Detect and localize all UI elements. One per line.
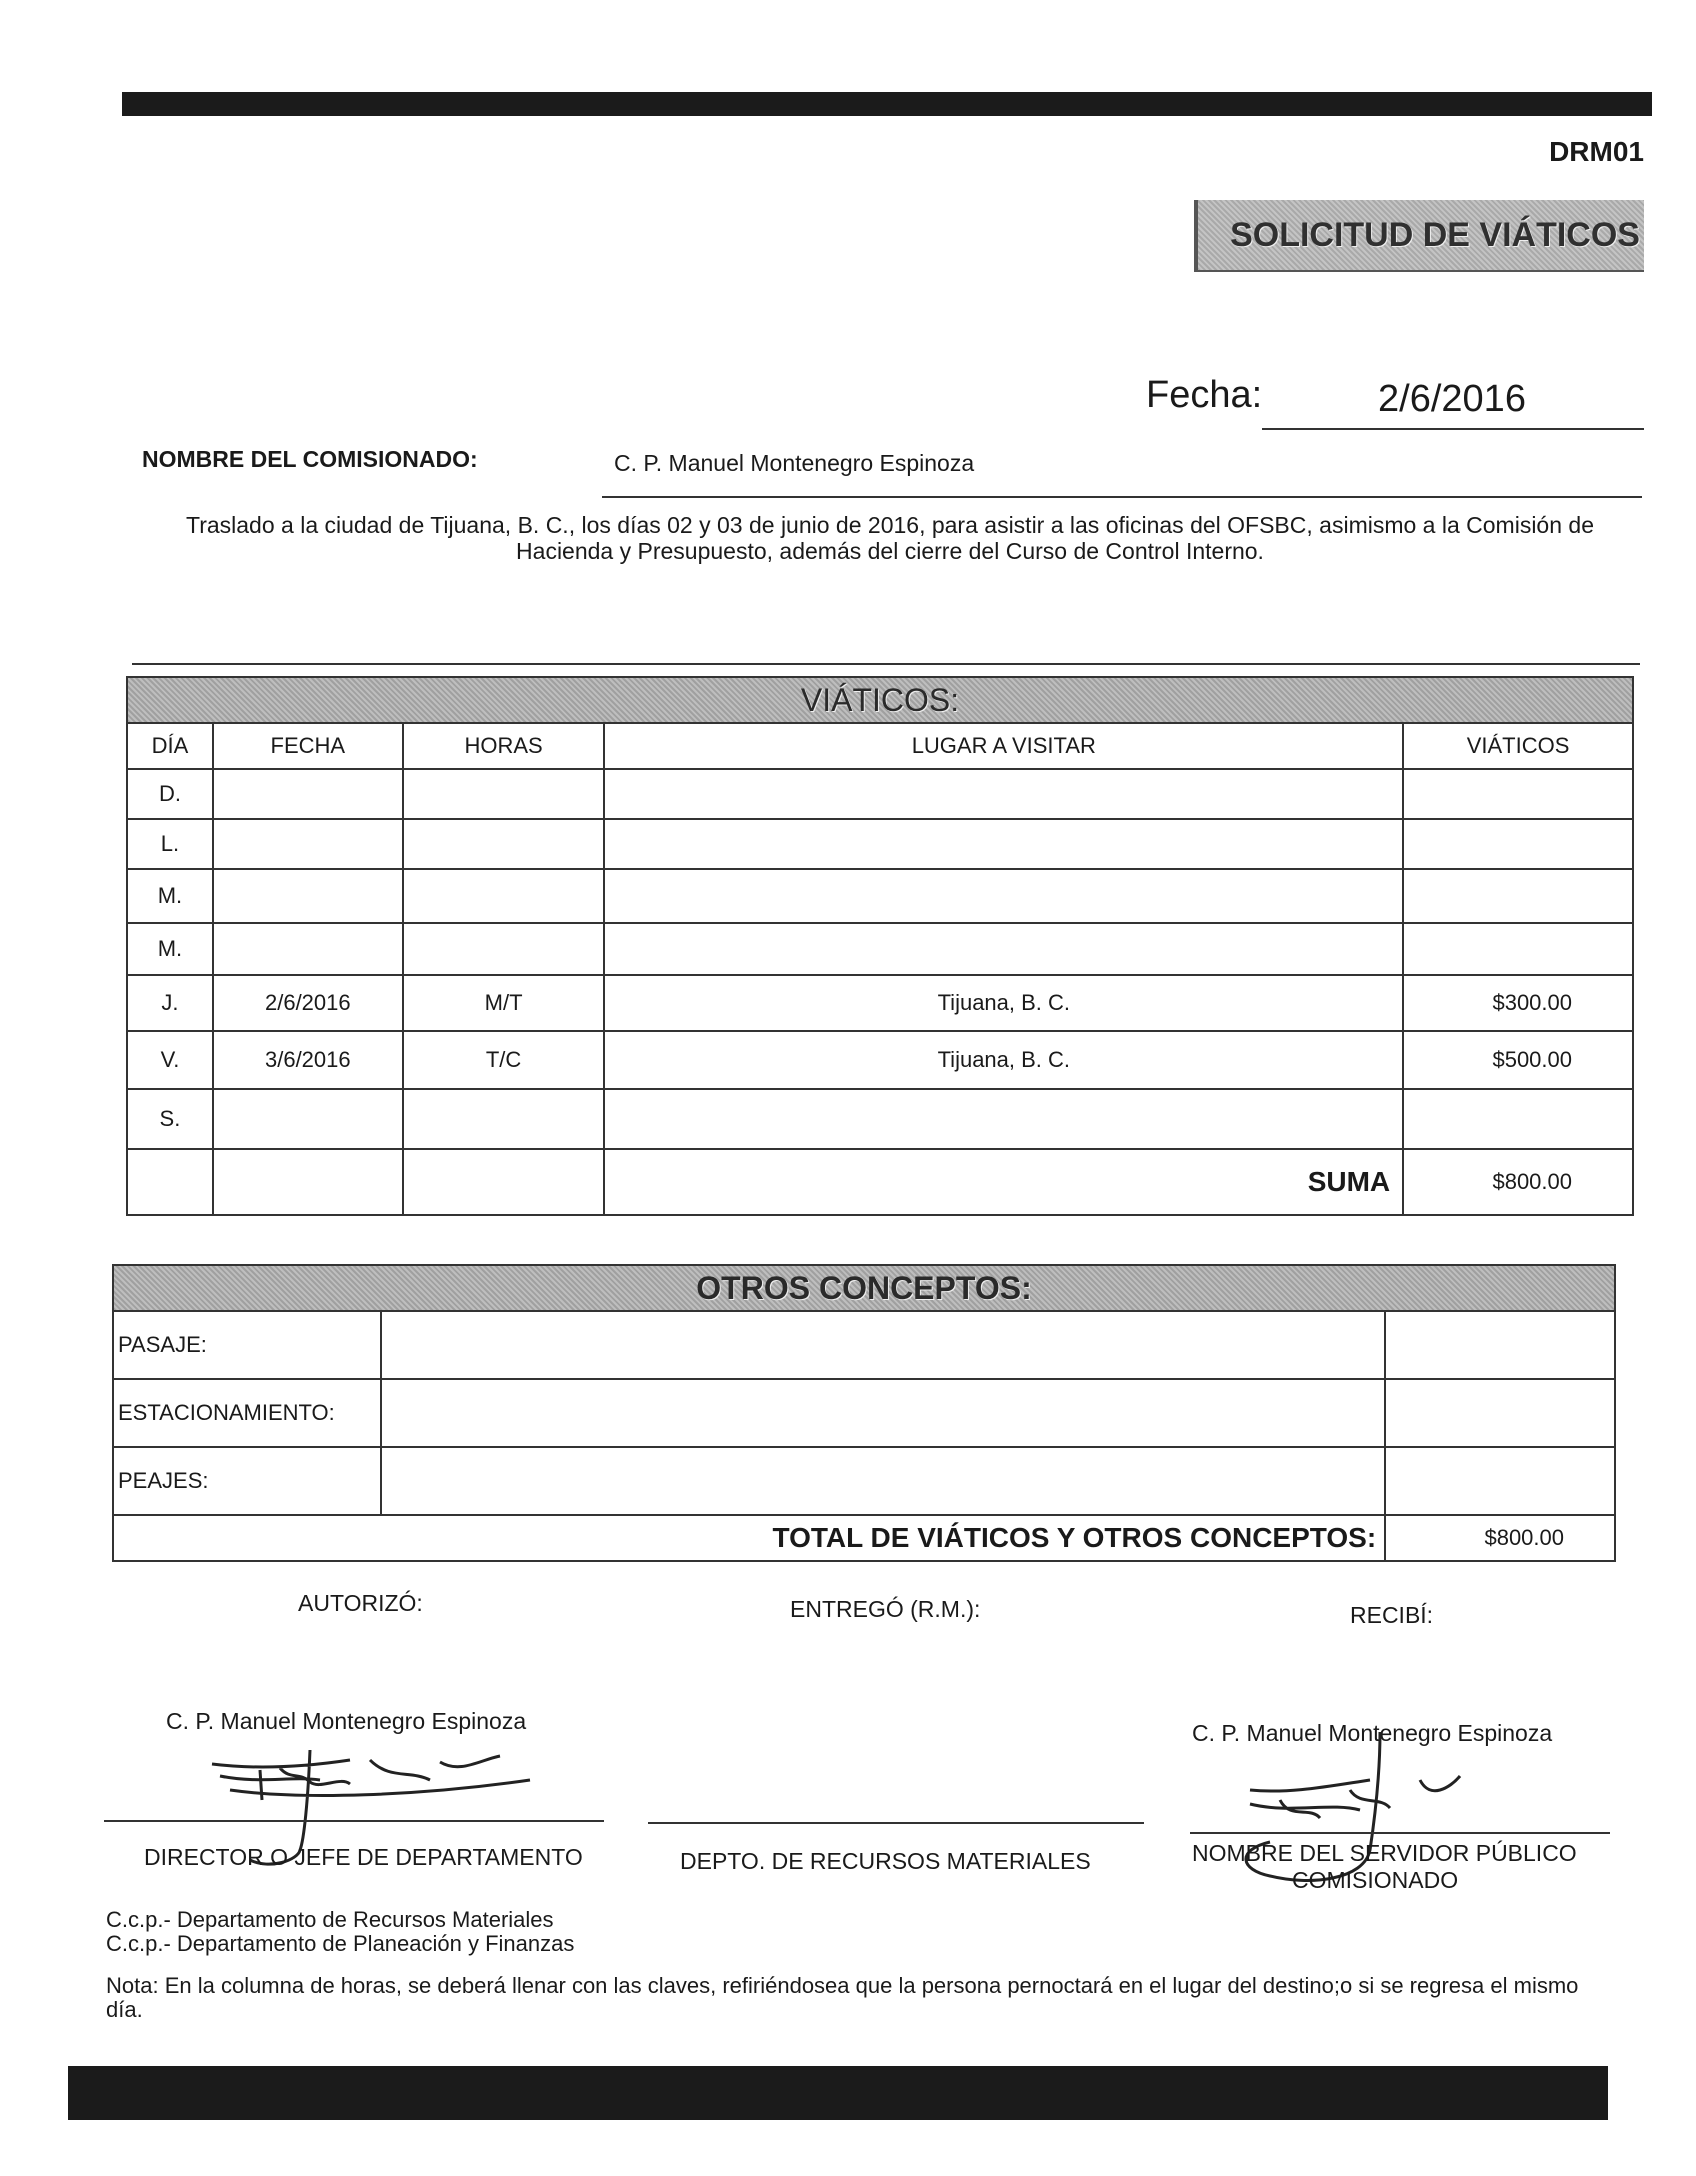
row-lugar xyxy=(604,819,1403,869)
suma-row xyxy=(127,1149,1633,1215)
row-lugar xyxy=(604,869,1403,923)
col-fecha: FECHA xyxy=(213,723,403,769)
col-horas: HORAS xyxy=(403,723,605,769)
row-fecha xyxy=(213,869,403,923)
autorizo-label: AUTORIZÓ: xyxy=(298,1590,423,1616)
form-title: SOLICITUD DE VIÁTICOS xyxy=(1194,200,1644,272)
total-row xyxy=(113,1515,1615,1561)
col-lugar: LUGAR A VISITAR xyxy=(604,723,1403,769)
trip-description: Traslado a la ciudad de Tijuana, B. C., los días 02 y 03 de junio de 2016, para asistir a las oficinas del OFSBC, asimismo a la Comisión de Hacienda y Presupuesto, además del cierre del Curso de Control Interno. xyxy=(186,512,1594,564)
total-label: TOTAL DE VIÁTICOS Y OTROS CONCEPTOS: xyxy=(113,1515,1385,1561)
row-lugar xyxy=(604,769,1403,819)
note-text: Nota: En la columna de horas, se deberá llenar con las claves, refiriéndosea que la persona pernoctará en el lugar del destino;o si se regresa el mismo día. xyxy=(106,1973,1579,2022)
row-lugar xyxy=(604,923,1403,975)
viaticos-title: VIÁTICOS: xyxy=(127,677,1633,723)
entrego-signature-line xyxy=(648,1822,1144,1824)
row-fecha xyxy=(213,923,403,975)
row-dia: L. xyxy=(127,819,213,869)
pasaje-label: PASAJE: xyxy=(113,1311,381,1379)
row-horas: M/T xyxy=(403,975,605,1031)
row-monto: $500.00 xyxy=(1403,1031,1633,1089)
row-fecha: 3/6/2016 xyxy=(213,1031,403,1089)
suma-value: $800.00 xyxy=(1403,1149,1633,1215)
row-dia: M. xyxy=(127,869,213,923)
fecha-label: Fecha: xyxy=(1146,374,1263,416)
ccp-line: C.c.p.- Departamento de Planeación y Finanzas xyxy=(106,1931,575,1956)
col-viaticos: VIÁTICOS xyxy=(1403,723,1633,769)
table-row xyxy=(127,819,1633,869)
form-code: DRM01 xyxy=(1549,136,1644,167)
row-monto xyxy=(1403,923,1633,975)
suma-label: SUMA xyxy=(604,1149,1403,1215)
table-row xyxy=(127,869,1633,923)
entrego-role: DEPTO. DE RECURSOS MATERIALES xyxy=(680,1848,1091,1874)
row-fecha xyxy=(213,769,403,819)
list-item xyxy=(113,1311,1615,1379)
comisionado-underline xyxy=(602,496,1642,498)
row-monto xyxy=(1403,869,1633,923)
separator-line xyxy=(132,663,1640,665)
fecha-value: 2/6/2016 xyxy=(1378,378,1526,420)
row-lugar xyxy=(604,1089,1403,1149)
row-monto: $300.00 xyxy=(1403,975,1633,1031)
row-horas xyxy=(403,1089,605,1149)
entrego-label: ENTREGÓ (R.M.): xyxy=(790,1596,981,1622)
recibi-name: C. P. Manuel Montenegro Espinoza xyxy=(1192,1720,1553,1746)
autorizo-signature-line xyxy=(104,1820,604,1822)
fecha-underline xyxy=(1262,428,1644,430)
comisionado-name: C. P. Manuel Montenegro Espinoza xyxy=(614,450,975,476)
recibi-role-line-1: NOMBRE DEL SERVIDOR PÚBLICO xyxy=(1192,1840,1577,1866)
viaticos-table xyxy=(126,676,1634,1216)
row-dia: M. xyxy=(127,923,213,975)
table-row xyxy=(127,1031,1633,1089)
row-fecha xyxy=(213,819,403,869)
recibi-role-line-2: COMISIONADO xyxy=(1292,1867,1459,1893)
peajes-label: PEAJES: xyxy=(113,1447,381,1515)
row-horas xyxy=(403,923,605,975)
autorizo-role: DIRECTOR O JEFE DE DEPARTAMENTO xyxy=(144,1844,583,1870)
top-bar xyxy=(122,92,1652,116)
total-value: $800.00 xyxy=(1385,1515,1615,1561)
autorizo-name: C. P. Manuel Montenegro Espinoza xyxy=(166,1708,527,1734)
otros-conceptos-table xyxy=(112,1264,1616,1562)
table-row xyxy=(127,975,1633,1031)
list-item xyxy=(113,1447,1615,1515)
row-monto xyxy=(1403,819,1633,869)
ccp-list xyxy=(106,1908,574,1956)
row-dia: J. xyxy=(127,975,213,1031)
row-horas xyxy=(403,819,605,869)
comisionado-label: NOMBRE DEL COMISIONADO: xyxy=(142,446,478,472)
row-dia: V. xyxy=(127,1031,213,1089)
recibi-signature-line xyxy=(1190,1832,1610,1834)
ccp-line: C.c.p.- Departamento de Recursos Materiales xyxy=(106,1907,554,1932)
row-lugar: Tijuana, B. C. xyxy=(604,975,1403,1031)
row-fecha xyxy=(213,1089,403,1149)
row-dia: S. xyxy=(127,1089,213,1149)
row-dia: D. xyxy=(127,769,213,819)
otros-title: OTROS CONCEPTOS: xyxy=(113,1265,1615,1311)
recibi-label: RECIBÍ: xyxy=(1350,1602,1434,1628)
row-monto xyxy=(1403,769,1633,819)
estacionamiento-label: ESTACIONAMIENTO: xyxy=(113,1379,381,1447)
row-horas: T/C xyxy=(403,1031,605,1089)
row-monto xyxy=(1403,1089,1633,1149)
table-row xyxy=(127,923,1633,975)
row-fecha: 2/6/2016 xyxy=(213,975,403,1031)
col-dia: DÍA xyxy=(127,723,213,769)
list-item xyxy=(113,1379,1615,1447)
row-horas xyxy=(403,869,605,923)
row-lugar: Tijuana, B. C. xyxy=(604,1031,1403,1089)
recibi-role xyxy=(1192,1840,1632,1894)
bottom-bar xyxy=(68,2066,1608,2120)
row-horas xyxy=(403,769,605,819)
table-row xyxy=(127,769,1633,819)
table-row xyxy=(127,1089,1633,1149)
